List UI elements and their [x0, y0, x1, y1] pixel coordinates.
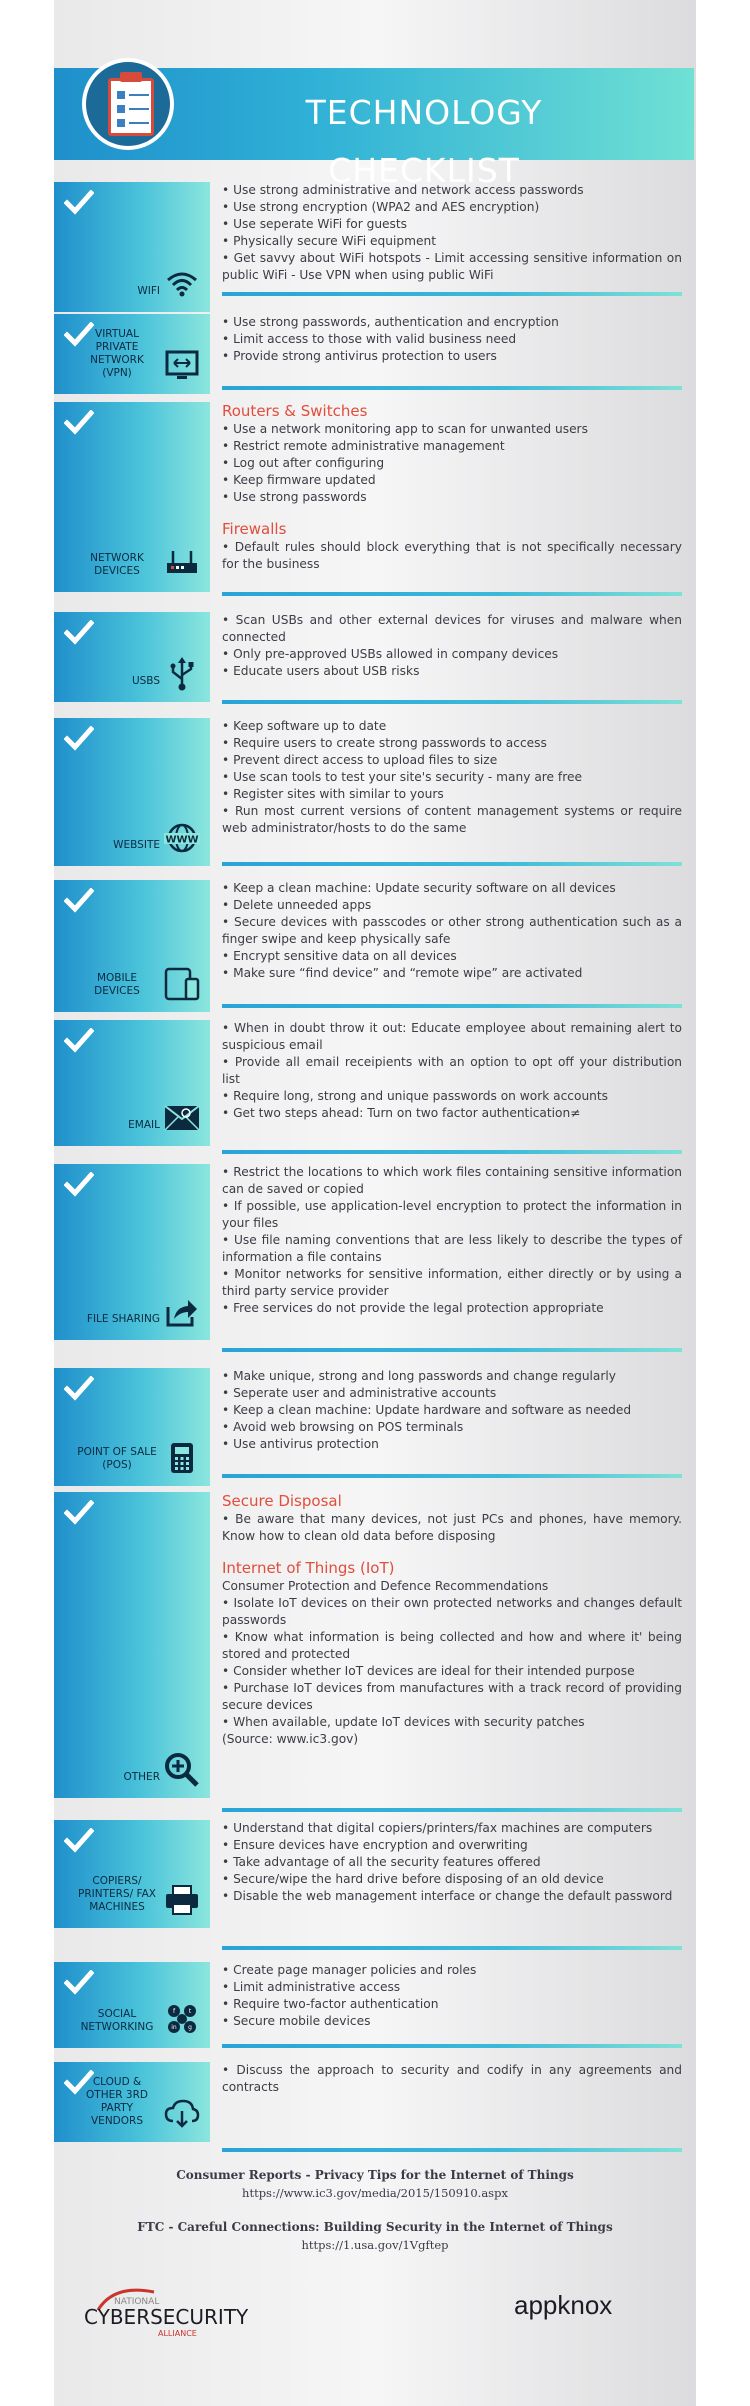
- checkmark-icon: [64, 726, 94, 752]
- section-label: WIFI: [137, 285, 160, 297]
- checkmark-icon: [64, 1028, 94, 1054]
- section-label: VIRTUAL PRIVATE NETWORK (VPN): [90, 328, 144, 379]
- section-divider: [222, 592, 682, 596]
- checklist-item: • Require two-factor authentication: [222, 1997, 439, 2011]
- checklist-item: • Require users to create strong passwords to access: [222, 736, 547, 750]
- checklist-item: • Use strong administrative and network access passwords: [222, 183, 584, 197]
- checklist-item: • Use scan tools to test your site's security - many are free: [222, 770, 582, 784]
- svg-text:f: f: [172, 2008, 176, 2015]
- checklist-item: • When available, update IoT devices with security patches: [222, 1715, 585, 1729]
- checklist-item: • Use strong passwords: [222, 490, 367, 504]
- section-content: [222, 1368, 682, 1453]
- section-divider: [222, 1004, 682, 1008]
- section-divider: [222, 700, 682, 704]
- checklist-item: • Encrypt sensitive data on all devices: [222, 949, 457, 963]
- svg-text:WWW: WWW: [165, 834, 199, 846]
- ncsa-logo-national: NATIONAL: [114, 2297, 160, 2307]
- section-tile: [54, 1368, 210, 1486]
- spacer: [222, 1545, 682, 1559]
- spacer: [222, 506, 682, 520]
- file-share-icon: [164, 1296, 200, 1328]
- section-tile: [54, 1164, 210, 1340]
- checklist-item: • Know what information is being collected and how and where it' being stored and protected: [222, 1630, 682, 1661]
- checklist-item: • Seperate user and administrative accounts: [222, 1386, 497, 1400]
- checklist-item: • Understand that digital copiers/printers/fax machines are computers: [222, 1821, 653, 1835]
- checklist-item: • Keep firmware updated: [222, 473, 376, 487]
- router-icon: [164, 548, 200, 580]
- checklist-item: • Isolate IoT devices on their own protected networks and changes default passwords: [222, 1596, 682, 1627]
- checklist-item: • Use seperate WiFi for guests: [222, 217, 408, 231]
- section-content: [222, 1164, 682, 1317]
- section-label: WEBSITE: [113, 839, 160, 851]
- section-tile: [54, 1492, 210, 1798]
- checkmark-icon: [64, 1500, 94, 1526]
- section-content: [222, 2062, 682, 2096]
- checkmark-icon: [64, 410, 94, 436]
- checklist-item: • Free services do not provide the legal protection appropriate: [222, 1301, 604, 1315]
- section-content: [222, 1020, 682, 1122]
- checklist-item: • Limit access to those with valid business need: [222, 332, 517, 346]
- checkmark-icon: [64, 1828, 94, 1854]
- checklist-item: • Take advantage of all the security features offered: [222, 1855, 541, 1869]
- checklist-item: • Delete unneeded apps: [222, 898, 372, 912]
- reference-1: [54, 2168, 696, 2200]
- section-content: [222, 314, 682, 365]
- section-content: [222, 880, 682, 982]
- checkmark-icon: [64, 190, 94, 216]
- checklist-item: • Get savvy about WiFi hotspots - Limit accessing sensitive information on public WiFi - Use VPN when using public WiFi: [222, 251, 682, 282]
- section-content: [222, 1492, 682, 1748]
- section-divider: [222, 292, 682, 296]
- checklist-item: • Consider whether IoT devices are ideal for their intended purpose: [222, 1664, 635, 1678]
- checklist-item: • Scan USBs and other external devices for viruses and malware when connected: [222, 613, 682, 644]
- appknox-logo-text: appknox: [514, 2290, 613, 2320]
- section-label: FILE SHARING: [86, 1313, 160, 1325]
- section-content: [222, 402, 682, 573]
- subsection-heading: Secure Disposal: [222, 1492, 342, 1510]
- checklist-item: • Avoid web browsing on POS terminals: [222, 1420, 464, 1434]
- www-globe-icon: [164, 822, 200, 854]
- section-divider: [222, 1808, 682, 1812]
- checklist-item: • Secure devices with passcodes or other strong authentication such as a finger swipe and keep physically safe: [222, 915, 682, 946]
- section-content: [222, 718, 682, 837]
- section-divider: [222, 1348, 682, 1352]
- cloud-download-icon: [164, 2098, 200, 2130]
- usb-icon: [164, 658, 200, 690]
- section-divider: [222, 2044, 682, 2048]
- section-label: COPIERS/ PRINTERS/ FAX MACHINES: [78, 1875, 156, 1913]
- checklist-item: • Discuss the approach to security and codify in any agreements and contracts: [222, 2063, 682, 2094]
- checklist-item: • Monitor networks for sensitive information, either directly or by using a third party service provider: [222, 1267, 682, 1298]
- social-network-icons: [164, 2004, 200, 2036]
- checklist-item: • Use strong encryption (WPA2 and AES encryption): [222, 200, 540, 214]
- section-label: EMAIL: [128, 1119, 160, 1131]
- checklist-item: • Ensure devices have encryption and overwriting: [222, 1838, 528, 1852]
- section-content: [222, 182, 682, 284]
- section-divider: [222, 2148, 682, 2152]
- checklist-item: • Prevent direct access to upload files to size: [222, 753, 498, 767]
- checklist-item: • Require long, strong and unique passwords on work accounts: [222, 1089, 609, 1103]
- wifi-icon: [164, 268, 200, 300]
- checklist-item: • Use antivirus protection: [222, 1437, 379, 1451]
- checklist-item: • Restrict remote administrative management: [222, 439, 505, 453]
- checklist-item: • Provide all email receipients with an option to opt off your distribution list: [222, 1055, 682, 1086]
- section-divider: [222, 1946, 682, 1950]
- ncsa-logo-alliance: ALLIANCE: [158, 2329, 197, 2338]
- section-tile: [54, 880, 210, 1012]
- section-divider: [222, 862, 682, 866]
- pos-terminal-icon: [164, 1442, 200, 1474]
- checklist-item: • Be aware that many devices, not just PCs and phones, have memory. Know how to clean old data before disposing: [222, 1512, 682, 1543]
- section-label: CLOUD & OTHER 3RD PARTY VENDORS: [86, 2076, 148, 2127]
- checklist-item: • Secure/wipe the hard drive before disposing of an old device: [222, 1872, 604, 1886]
- checklist-item: • Keep software up to date: [222, 719, 387, 733]
- section-tile: [54, 718, 210, 866]
- checklist-item: • Use file naming conventions that are less likely to describe the types of information a file contains: [222, 1233, 682, 1264]
- reference-2: [54, 2220, 696, 2252]
- section-content: [222, 1962, 682, 2030]
- checklist-clipboard-icon: [82, 58, 174, 150]
- appknox-logo: [514, 2290, 664, 2330]
- svg-text:g: g: [188, 2024, 192, 2031]
- checklist-item: • Provide strong antivirus protection to users: [222, 349, 497, 363]
- vpn-monitor-icon: [164, 350, 200, 382]
- checklist-item: • Make unique, strong and long passwords and change regularly: [222, 1369, 617, 1383]
- section-tile: [54, 1820, 210, 1928]
- svg-text:in: in: [171, 2024, 177, 2031]
- section-tile: [54, 612, 210, 702]
- reference-url[interactable]: https://1.usa.gov/1Vgftep: [301, 2238, 449, 2252]
- checklist-item: • Purchase IoT devices from manufactures with a track record of providing secure devices: [222, 1681, 682, 1712]
- checkmark-icon: [64, 1376, 94, 1402]
- magnifier-plus-icon: [164, 1754, 200, 1786]
- section-content: [222, 1820, 682, 1905]
- section-label: SOCIAL NETWORKING: [80, 2008, 154, 2033]
- checklist-item: • Register sites with similar to yours: [222, 787, 444, 801]
- infographic-page: [54, 0, 696, 2406]
- section-divider: [222, 1150, 682, 1154]
- section-tile: [54, 182, 210, 312]
- checklist-item: • Log out after configuring: [222, 456, 385, 470]
- checklist-item: • Physically secure WiFi equipment: [222, 234, 437, 248]
- checkmark-icon: [64, 1172, 94, 1198]
- checklist-item: • Only pre-approved USBs allowed in company devices: [222, 647, 559, 661]
- reference-title: Consumer Reports - Privacy Tips for the Internet of Things: [176, 2168, 574, 2182]
- checklist-item: • Keep a clean machine: Update hardware and software as needed: [222, 1403, 632, 1417]
- section-tile: [54, 1020, 210, 1146]
- checklist-item: • Restrict the locations to which work files containing sensitive information can de saved or copied: [222, 1165, 682, 1196]
- section-label: OTHER: [123, 1771, 160, 1783]
- reference-url[interactable]: https://www.ic3.gov/media/2015/150910.aspx: [242, 2186, 508, 2200]
- checkmark-icon: [64, 620, 94, 646]
- ncsa-logo-main: CYBERSECURITY: [84, 2305, 249, 2329]
- email-envelope-icon: [164, 1102, 200, 1134]
- checklist-item: • Keep a clean machine: Update security software on all devices: [222, 881, 616, 895]
- section-tile: [54, 1962, 210, 2048]
- checkmark-icon: [64, 1970, 94, 1996]
- subsection-heading: Routers & Switches: [222, 402, 368, 420]
- section-label: POINT OF SALE (POS): [77, 1446, 157, 1471]
- checklist-item: • Run most current versions of content management systems or require web administrator/hosts to do the same: [222, 804, 682, 835]
- section-tile: [54, 2062, 210, 2142]
- checklist-item: • Create page manager policies and roles: [222, 1963, 477, 1977]
- section-label: MOBILE DEVICES: [94, 972, 140, 997]
- plain-text: (Source: www.ic3.gov): [222, 1732, 359, 1746]
- checklist-item: • When in doubt throw it out: Educate employee about remaining alert to suspicious email: [222, 1021, 682, 1052]
- svg-text:t: t: [188, 2008, 192, 2015]
- checklist-item: • Make sure “find device” and “remote wipe” are activated: [222, 966, 583, 980]
- reference-title: FTC - Careful Connections: Building Security in the Internet of Things: [137, 2220, 613, 2234]
- checklist-item: • Educate users about USB risks: [222, 664, 420, 678]
- section-tile: [54, 314, 210, 394]
- section-divider: [222, 386, 682, 390]
- checklist-item: • If possible, use application-level encryption to protect the information in your files: [222, 1199, 682, 1230]
- checklist-item: • Disable the web management interface or change the default password: [222, 1889, 673, 1903]
- section-label: USBS: [131, 675, 160, 687]
- mobile-devices-icon: [164, 968, 200, 1000]
- plain-text: Consumer Protection and Defence Recommendations: [222, 1579, 549, 1593]
- page-title: TECHNOLOGY CHECKLIST: [305, 93, 543, 190]
- ncsa-logo: [84, 2282, 274, 2342]
- subsection-heading: Firewalls: [222, 520, 287, 538]
- section-label: NETWORK DEVICES: [90, 552, 144, 577]
- subsection-heading: Internet of Things (IoT): [222, 1559, 395, 1577]
- checklist-item: • Secure mobile devices: [222, 2014, 371, 2028]
- checklist-item: • Default rules should block everything that is not specifically necessary for the business: [222, 540, 682, 571]
- checklist-item: • Use strong passwords, authentication and encryption: [222, 315, 559, 329]
- section-content: [222, 612, 682, 680]
- checklist-item: • Limit administrative access: [222, 1980, 401, 1994]
- section-divider: [222, 1474, 682, 1478]
- checklist-item: • Use a network monitoring app to scan for unwanted users: [222, 422, 588, 436]
- printer-icon: [164, 1884, 200, 1916]
- checkmark-icon: [64, 888, 94, 914]
- checklist-item: • Get two steps ahead: Turn on two factor authentication≠: [222, 1106, 581, 1120]
- section-tile: [54, 402, 210, 592]
